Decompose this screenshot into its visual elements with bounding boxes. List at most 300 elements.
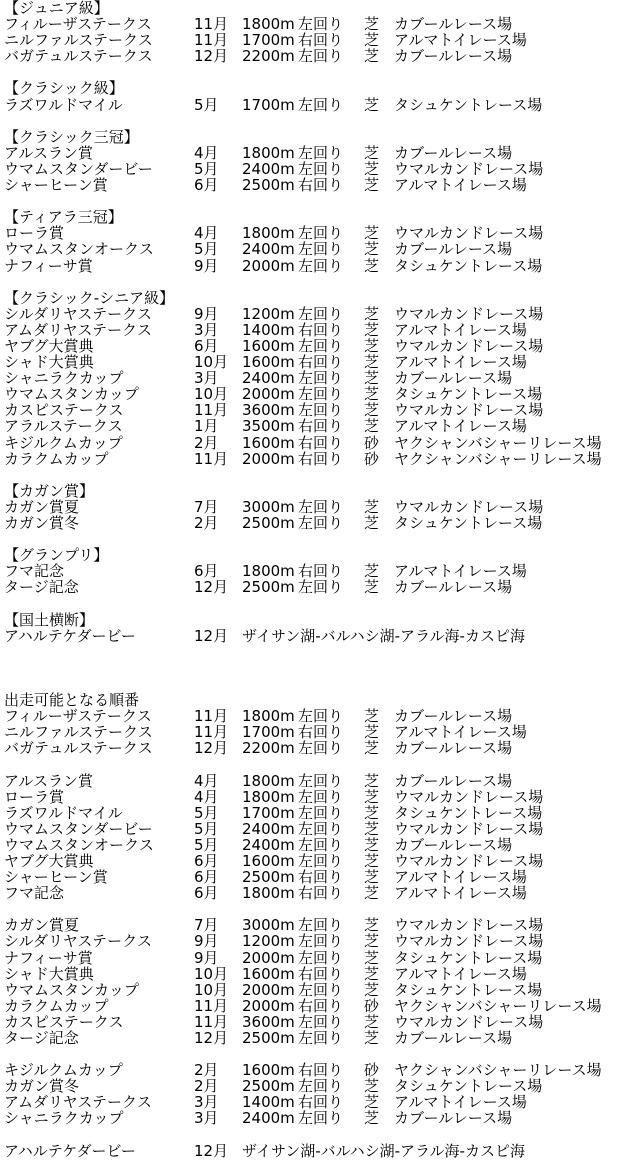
- race-distance: 2500m: [242, 514, 295, 532]
- race-row: [4, 1030, 625, 1046]
- race-venue: ウマルカンドレース場: [394, 224, 544, 243]
- race-distance: 2500m: [242, 1077, 295, 1096]
- race-distance: 2400m: [242, 369, 295, 388]
- race-direction: 右回り: [298, 1093, 344, 1112]
- race-surface: 砂: [364, 433, 380, 452]
- blank-line: [4, 274, 625, 290]
- race-row: [4, 515, 625, 531]
- race-surface: 芝: [364, 497, 380, 516]
- race-name: アハルテケダービー: [4, 626, 136, 645]
- race-name: フマ記念: [4, 884, 65, 903]
- race-month: 11月: [194, 401, 229, 420]
- race-direction: 左回り: [298, 95, 344, 114]
- race-month: 12月: [194, 578, 229, 597]
- race-venue: カブールレース場: [394, 707, 513, 726]
- race-direction: 左回り: [298, 369, 344, 388]
- race-month: 5月: [194, 835, 219, 854]
- race-direction: 右回り: [298, 562, 344, 581]
- race-surface: 芝: [364, 47, 380, 66]
- race-distance: 1600m: [242, 336, 295, 355]
- race-row: [4, 1078, 625, 1094]
- race-direction: 右回り: [298, 868, 344, 887]
- race-month: 3月: [194, 1093, 219, 1112]
- race-venue: カブールレース場: [394, 578, 513, 597]
- race-venue: タシュケントレース場: [394, 948, 543, 967]
- race-name: シャーヒーン賞: [4, 868, 108, 887]
- race-row: [4, 451, 625, 467]
- race-venue: タシュケントレース場: [394, 95, 543, 114]
- race-month: 2月: [194, 1061, 219, 1080]
- race-distance: 3000m: [242, 497, 295, 516]
- race-venue: ヤクシャンバシャーリレース場: [394, 996, 602, 1015]
- race-name: フィルーザステークス: [4, 707, 152, 726]
- race-row: [4, 805, 625, 821]
- race-month: 5月: [194, 819, 219, 838]
- race-row: [4, 306, 625, 322]
- race-venue: タシュケントレース場: [394, 1077, 543, 1096]
- race-direction: 左回り: [298, 497, 344, 516]
- race-surface: 芝: [364, 31, 380, 50]
- race-surface: 芝: [364, 353, 380, 372]
- race-name: カラクムカップ: [4, 449, 109, 468]
- race-venue: アルマトイレース場: [394, 176, 527, 195]
- race-distance: 2400m: [242, 159, 295, 178]
- race-month: 10月: [194, 385, 229, 404]
- blank-line: [4, 113, 625, 129]
- race-month: 9月: [194, 932, 219, 951]
- blank-line: [4, 901, 625, 917]
- race-direction: 左回り: [298, 1012, 344, 1031]
- race-row: [4, 982, 625, 998]
- race-name: ヤブグ大賞典: [4, 336, 94, 355]
- race-name: ニルファルステークス: [4, 723, 153, 742]
- race-name: ヤブグ大賞典: [4, 851, 94, 870]
- race-direction: 左回り: [298, 948, 344, 967]
- race-name: ナフィーサ賞: [4, 948, 93, 967]
- race-direction: 左回り: [298, 771, 344, 790]
- race-name: カガン賞冬: [4, 1077, 80, 1096]
- race-direction: 左回り: [298, 159, 344, 178]
- race-row: [4, 708, 625, 724]
- race-row: [4, 724, 625, 740]
- race-direction: 左回り: [298, 819, 344, 838]
- race-direction: 左回り: [298, 916, 344, 935]
- race-surface: 芝: [364, 884, 380, 903]
- order-heading: 出走可能となる順番: [4, 691, 140, 710]
- race-month: 6月: [194, 851, 219, 870]
- race-venue: カブールレース場: [394, 771, 513, 790]
- race-venue: ウマルカンドレース場: [394, 497, 544, 516]
- race-month: 9月: [194, 304, 219, 323]
- race-month: 12月: [194, 739, 229, 758]
- race-distance: 2400m: [242, 1109, 295, 1128]
- race-distance: 3600m: [242, 401, 295, 420]
- race-month: 7月: [194, 916, 219, 935]
- race-distance: 1400m: [242, 1093, 295, 1112]
- race-row: [4, 1143, 625, 1159]
- race-distance: 2000m: [242, 256, 295, 275]
- section-heading: 【ジュニア級】: [4, 0, 109, 17]
- race-row: [4, 998, 625, 1014]
- race-surface: 芝: [364, 320, 380, 339]
- race-surface: 芝: [364, 256, 380, 275]
- blank-line: [4, 193, 625, 209]
- race-row: [4, 917, 625, 933]
- race-distance: 2200m: [242, 47, 295, 66]
- race-name: シャニラクカップ: [4, 1109, 124, 1128]
- race-month: 5月: [194, 803, 219, 822]
- race-venue: ヤクシャンバシャーリレース場: [394, 433, 602, 452]
- race-name: ウマムスタンダービー: [4, 819, 153, 838]
- race-distance: 1600m: [242, 851, 295, 870]
- race-venue: ウマルカンドレース場: [394, 1012, 544, 1031]
- race-distance: 2500m: [242, 1029, 295, 1047]
- race-surface: 芝: [364, 143, 380, 162]
- race-venue: ウマルカンドレース場: [394, 851, 544, 870]
- race-distance: 1800m: [242, 884, 295, 903]
- blank-line: [4, 644, 625, 660]
- race-month: 11月: [194, 31, 229, 50]
- race-distance: 2200m: [242, 739, 295, 758]
- blank-line: [4, 676, 625, 692]
- race-surface: 芝: [364, 964, 380, 983]
- race-surface: 芝: [364, 835, 380, 854]
- race-row: [4, 950, 625, 966]
- section-heading: 【ティアラ三冠】: [4, 208, 123, 227]
- race-name: カスピステークス: [4, 401, 124, 420]
- race-month: 6月: [194, 336, 219, 355]
- race-distance: 2500m: [242, 578, 295, 597]
- race-distance: 2400m: [242, 819, 295, 838]
- race-distance: 1800m: [242, 562, 295, 581]
- race-row: [4, 241, 625, 257]
- race-row: [4, 563, 625, 579]
- blank-line: [4, 756, 625, 772]
- race-name: アルスラン賞: [4, 771, 93, 790]
- race-surface: 芝: [364, 1077, 380, 1096]
- race-distance: 2000m: [242, 385, 295, 404]
- race-row: [4, 48, 625, 64]
- race-surface: 芝: [364, 578, 380, 597]
- race-surface: 芝: [364, 868, 380, 887]
- race-surface: 芝: [364, 240, 380, 259]
- race-row: [4, 789, 625, 805]
- race-venue: アルマトイレース場: [394, 964, 527, 983]
- race-distance: 1700m: [242, 723, 295, 742]
- race-direction: 左回り: [298, 739, 344, 758]
- race-distance: 1200m: [242, 304, 295, 323]
- race-surface: 芝: [364, 916, 380, 935]
- race-venue: タシュケントレース場: [394, 256, 543, 275]
- race-month: 11月: [194, 996, 229, 1015]
- race-surface: 芝: [364, 948, 380, 967]
- race-month: 5月: [194, 95, 219, 114]
- race-surface: 芝: [364, 224, 380, 243]
- race-month: 11月: [194, 707, 229, 726]
- race-month: 2月: [194, 433, 219, 452]
- race-month: 4月: [194, 771, 219, 790]
- race-venue: タシュケントレース場: [394, 385, 543, 404]
- race-month: 12月: [194, 47, 229, 66]
- race-direction: 右回り: [298, 433, 344, 452]
- race-row: [4, 418, 625, 434]
- race-surface: 芝: [364, 417, 380, 436]
- race-name: カラクムカップ: [4, 996, 109, 1015]
- blank-line: [4, 1046, 625, 1062]
- race-surface: 砂: [364, 1061, 380, 1080]
- race-venue: タシュケントレース場: [394, 803, 543, 822]
- race-direction: 左回り: [298, 514, 344, 532]
- race-direction: 右回り: [298, 417, 344, 436]
- race-distance: 2500m: [242, 868, 295, 887]
- race-surface: 芝: [364, 1109, 380, 1128]
- race-direction: 左回り: [298, 707, 344, 726]
- race-distance: 2400m: [242, 240, 295, 259]
- race-direction: 左回り: [298, 1109, 344, 1128]
- race-month: 9月: [194, 948, 219, 967]
- race-venue: ウマルカンドレース場: [394, 159, 544, 178]
- race-month: 10月: [194, 964, 229, 983]
- race-row: [4, 1110, 625, 1126]
- race-month: 10月: [194, 353, 229, 372]
- race-name: シャーヒーン賞: [4, 176, 108, 195]
- race-row: [4, 740, 625, 756]
- race-direction: 左回り: [298, 787, 344, 806]
- race-name: アムダリヤステークス: [4, 320, 152, 339]
- race-month: 11月: [194, 723, 229, 742]
- race-row: [4, 338, 625, 354]
- race-surface: 芝: [364, 385, 380, 404]
- race-distance: 1800m: [242, 707, 295, 726]
- race-distance: 1800m: [242, 143, 295, 162]
- race-venue: カブールレース場: [394, 835, 513, 854]
- race-surface: 芝: [364, 15, 380, 34]
- race-name: シルダリヤステークス: [4, 304, 152, 323]
- race-month: 3月: [194, 1109, 219, 1128]
- race-row: [4, 97, 625, 113]
- race-row: [4, 16, 625, 32]
- race-name: シルダリヤステークス: [4, 932, 152, 951]
- race-direction: 右回り: [298, 320, 344, 339]
- race-row: [4, 258, 625, 274]
- race-name: アハルテケダービー: [4, 1141, 136, 1160]
- race-month: 6月: [194, 884, 219, 903]
- race-direction: 右回り: [298, 176, 344, 195]
- race-distance: 1600m: [242, 1061, 295, 1080]
- race-row: [4, 499, 625, 515]
- race-venue: ウマルカンドレース場: [394, 787, 544, 806]
- race-route: ザイサン湖-バルハシ湖-アラル海-カスピ海: [242, 1141, 525, 1160]
- race-venue: カブールレース場: [394, 739, 513, 758]
- race-distance: 2400m: [242, 835, 295, 854]
- race-row: [4, 1014, 625, 1030]
- race-venue: ウマルカンドレース場: [394, 304, 544, 323]
- race-distance: 3600m: [242, 1012, 295, 1031]
- race-name: シャニラクカップ: [4, 369, 124, 388]
- race-surface: 芝: [364, 932, 380, 951]
- race-direction: 左回り: [298, 980, 344, 999]
- race-month: 3月: [194, 369, 219, 388]
- race-row: [4, 370, 625, 386]
- race-month: 5月: [194, 240, 219, 259]
- race-distance: 2000m: [242, 948, 295, 967]
- race-row: [4, 322, 625, 338]
- race-route: ザイサン湖-バルハシ湖-アラル海-カスピ海: [242, 626, 525, 645]
- race-month: 12月: [194, 1141, 229, 1160]
- race-month: 6月: [194, 176, 219, 195]
- race-name: フマ記念: [4, 562, 65, 581]
- race-distance: 1600m: [242, 964, 295, 983]
- race-venue: アルマトイレース場: [394, 868, 527, 887]
- race-direction: 左回り: [298, 932, 344, 951]
- race-month: 4月: [194, 143, 219, 162]
- race-month: 12月: [194, 626, 229, 645]
- race-month: 2月: [194, 514, 219, 532]
- race-row: [4, 1062, 625, 1078]
- race-direction: 左回り: [298, 240, 344, 259]
- race-name: アルスラン賞: [4, 143, 93, 162]
- race-row: [4, 885, 625, 901]
- blank-line: [4, 64, 625, 80]
- race-direction: 右回り: [298, 884, 344, 903]
- race-venue: ウマルカンドレース場: [394, 932, 544, 951]
- race-venue: ウマルカンドレース場: [394, 819, 544, 838]
- race-row: [4, 837, 625, 853]
- race-name: アムダリヤステークス: [4, 1093, 152, 1112]
- race-distance: 3000m: [242, 916, 295, 935]
- race-venue: ウマルカンドレース場: [394, 916, 544, 935]
- blank-line: [4, 1127, 625, 1143]
- race-month: 2月: [194, 1077, 219, 1096]
- race-direction: 右回り: [298, 996, 344, 1015]
- race-surface: 芝: [364, 1029, 380, 1047]
- race-surface: 芝: [364, 739, 380, 758]
- race-distance: 1800m: [242, 787, 295, 806]
- race-row: [4, 225, 625, 241]
- race-month: 9月: [194, 256, 219, 275]
- race-name: ラズワルドマイル: [4, 803, 123, 822]
- race-venue: アルマトイレース場: [394, 562, 527, 581]
- race-venue: ウマルカンドレース場: [394, 401, 544, 420]
- race-name: バガテュルステークス: [4, 739, 153, 758]
- race-distance: 2000m: [242, 449, 295, 468]
- blank-line: [4, 467, 625, 483]
- race-month: 1月: [194, 417, 219, 436]
- race-row: [4, 145, 625, 161]
- race-surface: 芝: [364, 562, 380, 581]
- race-month: 6月: [194, 868, 219, 887]
- race-row: [4, 966, 625, 982]
- race-venue: カブールレース場: [394, 47, 513, 66]
- race-direction: 左回り: [298, 1029, 344, 1047]
- race-distance: 2500m: [242, 176, 295, 195]
- race-surface: 芝: [364, 819, 380, 838]
- race-row: [4, 177, 625, 193]
- section-heading: 【クラシック-シニア級】: [4, 288, 175, 307]
- section-heading: 【クラシック級】: [4, 79, 124, 98]
- race-distance: 1600m: [242, 353, 295, 372]
- race-direction: 左回り: [298, 385, 344, 404]
- race-name: ウマムスタンカップ: [4, 980, 139, 999]
- race-venue: カブールレース場: [394, 369, 513, 388]
- race-distance: 1700m: [242, 803, 295, 822]
- race-name: ラズワルドマイル: [4, 95, 123, 114]
- race-venue: カブールレース場: [394, 15, 513, 34]
- race-name: カガン賞冬: [4, 514, 80, 532]
- race-name: タージ記念: [4, 1029, 79, 1047]
- race-surface: 芝: [364, 159, 380, 178]
- race-surface: 芝: [364, 1012, 380, 1031]
- race-row: [4, 933, 625, 949]
- race-distance: 1800m: [242, 15, 295, 34]
- race-month: 11月: [194, 15, 229, 34]
- race-row: [4, 853, 625, 869]
- blank-line: [4, 595, 625, 611]
- race-direction: 左回り: [298, 401, 344, 420]
- race-month: 11月: [194, 1012, 229, 1031]
- section-heading: 【カガン賞】: [4, 481, 95, 500]
- race-direction: 右回り: [298, 31, 344, 50]
- race-distance: 2000m: [242, 996, 295, 1015]
- race-surface: 芝: [364, 95, 380, 114]
- race-name: カガン賞夏: [4, 497, 80, 516]
- race-row: [4, 773, 625, 789]
- race-month: 10月: [194, 980, 229, 999]
- race-distance: 1800m: [242, 771, 295, 790]
- race-name: ウマムスタンオークス: [4, 835, 154, 854]
- race-venue: アルマトイレース場: [394, 31, 527, 50]
- race-venue: アルマトイレース場: [394, 1093, 527, 1112]
- race-surface: 芝: [364, 723, 380, 742]
- race-row: [4, 435, 625, 451]
- race-row: [4, 32, 625, 48]
- race-direction: 左回り: [298, 803, 344, 822]
- race-surface: 芝: [364, 336, 380, 355]
- race-name: ローラ賞: [4, 787, 65, 806]
- race-venue: ヤクシャンバシャーリレース場: [394, 449, 602, 468]
- race-distance: 2000m: [242, 980, 295, 999]
- race-venue: カブールレース場: [394, 143, 513, 162]
- race-venue: カブールレース場: [394, 1109, 513, 1128]
- race-name: キジルクムカップ: [4, 1061, 123, 1080]
- race-direction: 左回り: [298, 1077, 344, 1096]
- section-heading: 【グランプリ】: [4, 546, 109, 565]
- race-month: 6月: [194, 562, 219, 581]
- race-surface: 芝: [364, 1093, 380, 1112]
- race-venue: タシュケントレース場: [394, 514, 543, 532]
- race-direction: 右回り: [298, 353, 344, 372]
- race-direction: 左回り: [298, 835, 344, 854]
- race-month: 4月: [194, 224, 219, 243]
- race-name: バガテュルステークス: [4, 47, 153, 66]
- race-month: 3月: [194, 320, 219, 339]
- race-direction: 左回り: [298, 256, 344, 275]
- race-distance: 1700m: [242, 31, 295, 50]
- race-surface: 芝: [364, 771, 380, 790]
- race-surface: 芝: [364, 369, 380, 388]
- race-month: 7月: [194, 497, 219, 516]
- race-surface: 芝: [364, 176, 380, 195]
- race-name: ウマムスタンオークス: [4, 240, 154, 259]
- race-direction: 右回り: [298, 449, 344, 468]
- race-row: [4, 386, 625, 402]
- race-surface: 芝: [364, 851, 380, 870]
- race-row: [4, 869, 625, 885]
- race-surface: 芝: [364, 803, 380, 822]
- race-row: [4, 402, 625, 418]
- race-name: シャド大賞典: [4, 964, 94, 983]
- race-venue: タシュケントレース場: [394, 980, 543, 999]
